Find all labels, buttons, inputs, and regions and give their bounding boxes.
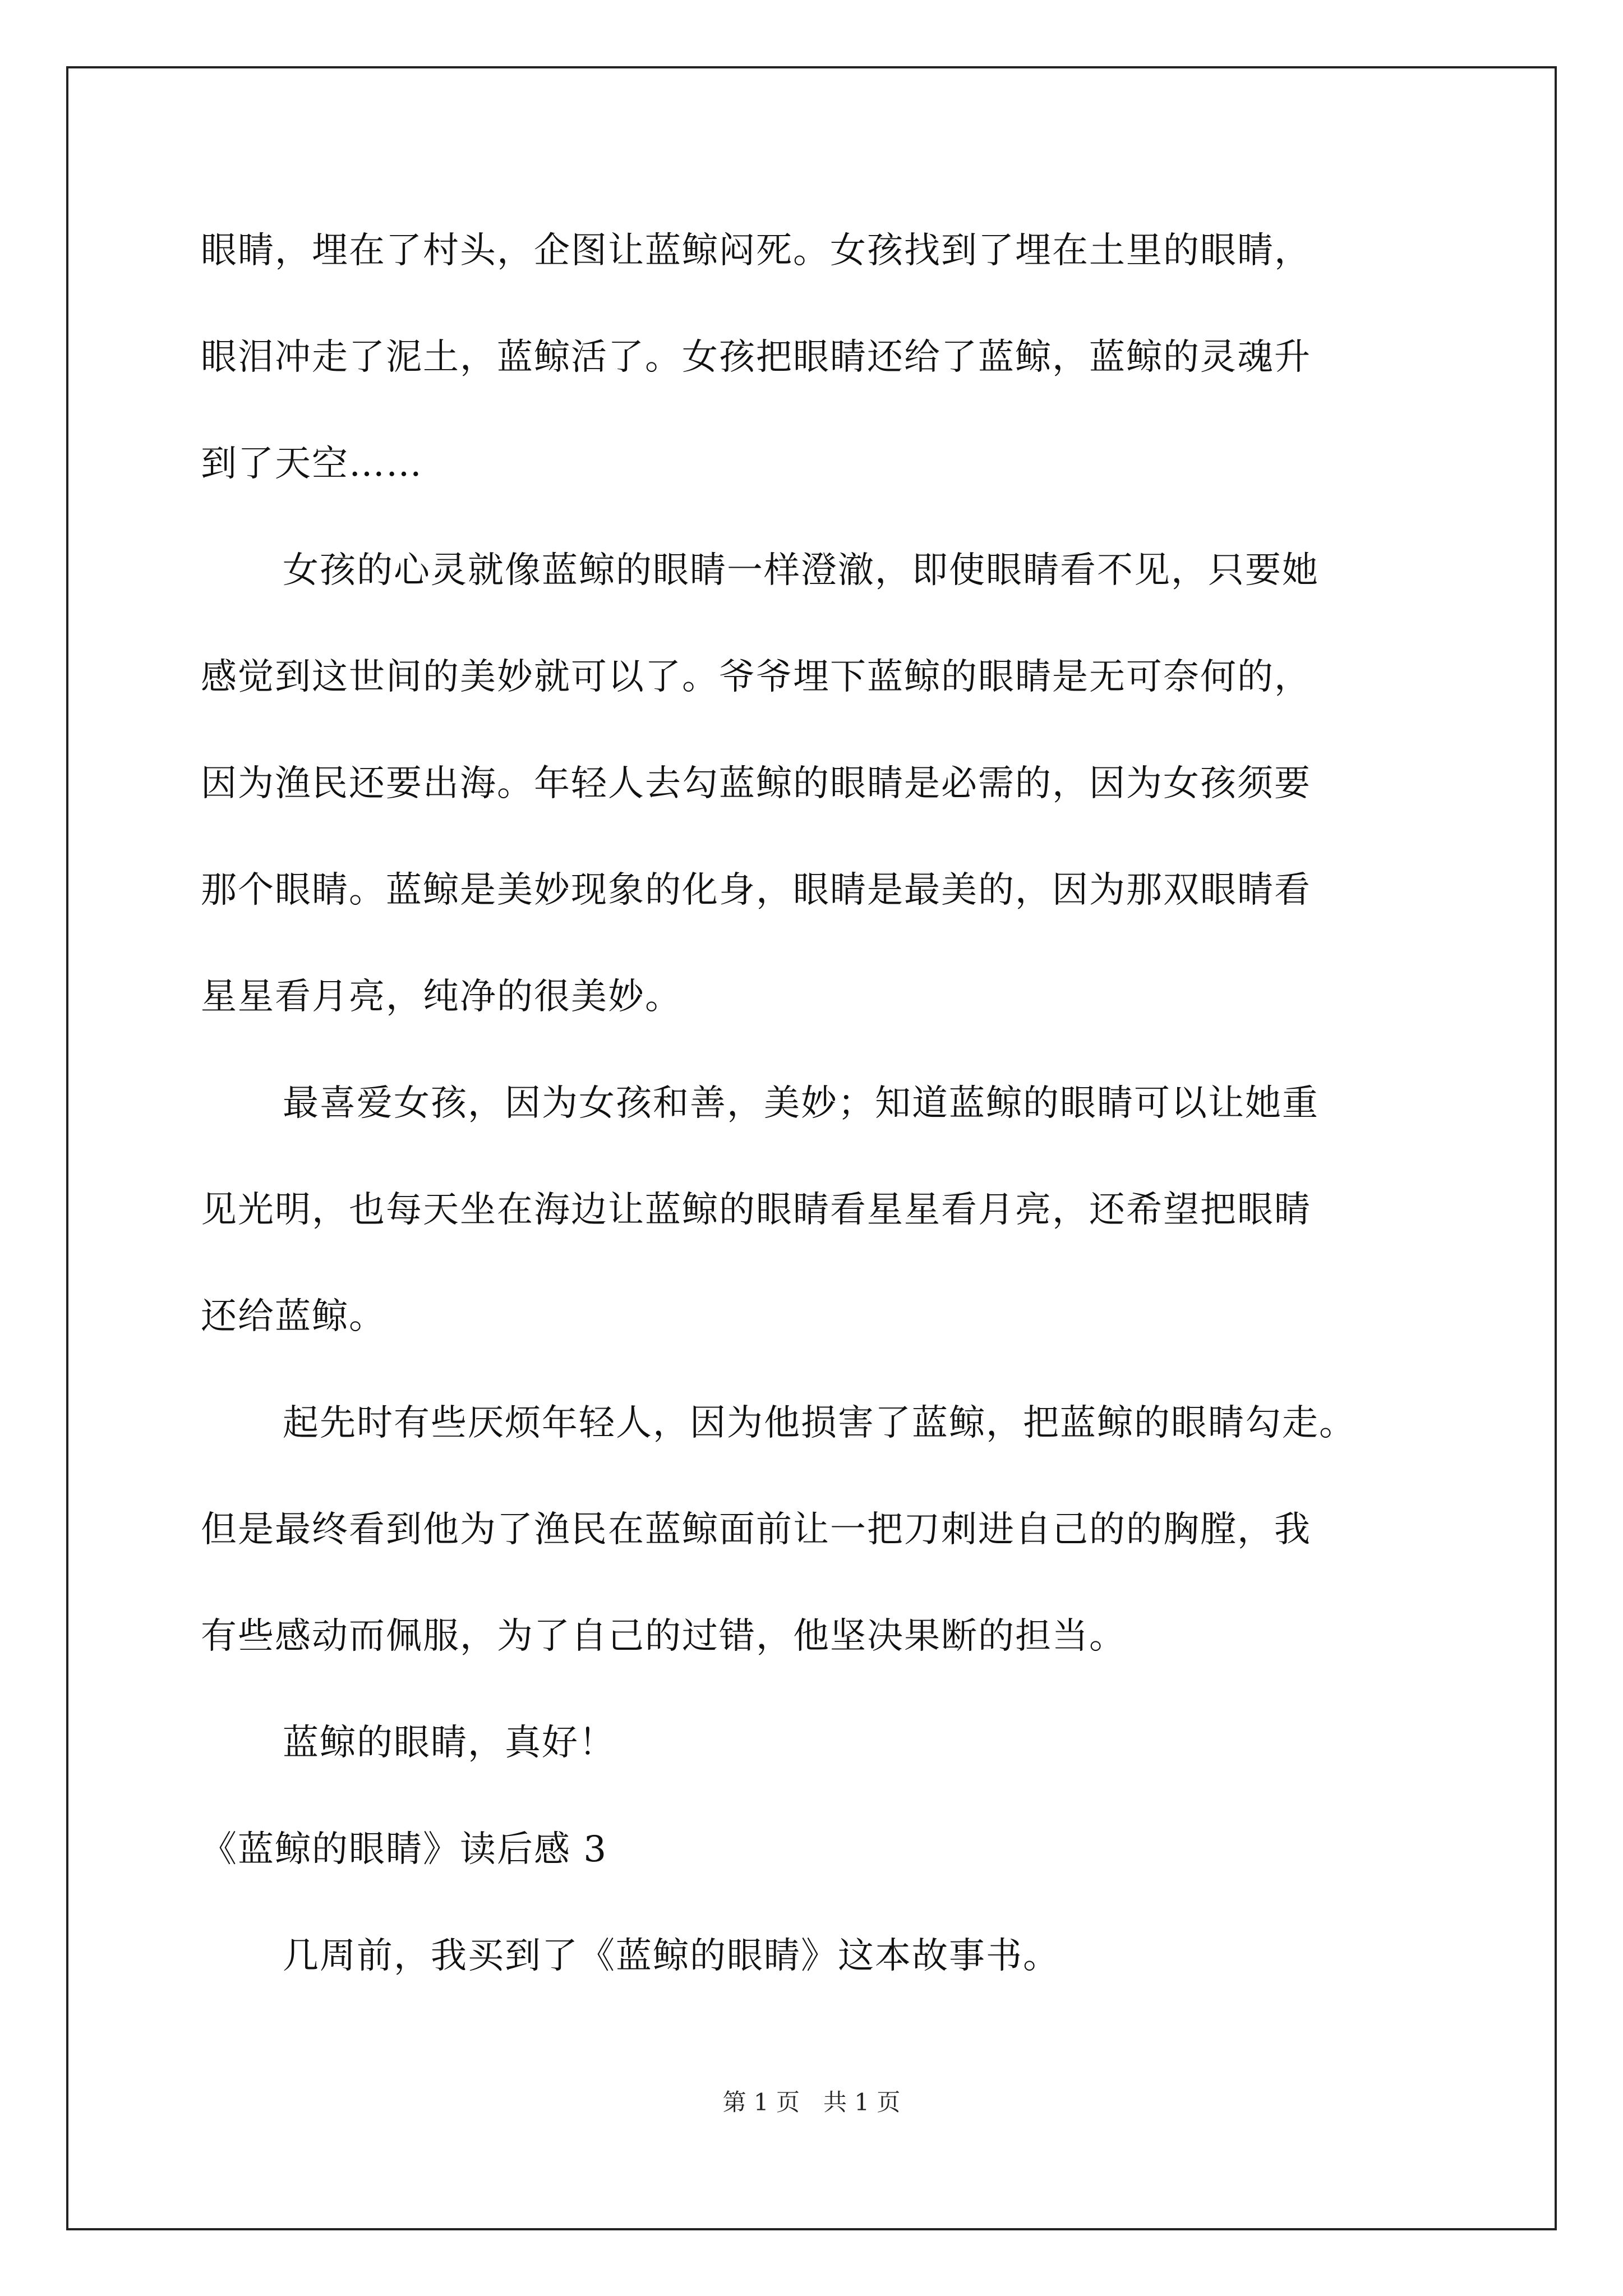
paragraph-1 [201,197,1435,517]
paragraph-3 [201,1050,1435,1370]
paragraph-2 [201,517,1435,1050]
text-line: 眼泪冲走了泥土，蓝鲸活了。女孩把眼睛还给了蓝鲸，蓝鲸的灵魂升 [201,337,1311,378]
text-line: 起先时有些厌烦年轻人，因为他损害了蓝鲸，把蓝鲸的眼睛勾走。 [283,1402,1356,1444]
text-line: 感觉到这世间的美妙就可以了。爷爷埋下蓝鲸的眼睛是无可奈何的， [201,656,1311,698]
text-line: 还给蓝鲸。 [201,1296,386,1337]
paragraph-5 [201,1690,1435,1796]
section-heading: 《蓝鲸的眼睛》读后感 3 [201,1829,608,1870]
text-line: 星星看月亮，纯净的很美妙。 [201,976,682,1018]
text-line: 眼睛，埋在了村头，企图让蓝鲸闷死。女孩找到了埋在土里的眼睛， [201,230,1311,272]
text-line: 但是最终看到他为了渔民在蓝鲸面前让一把刀刺进自己的的胸膛，我 [201,1509,1311,1550]
text-line: 最喜爱女孩，因为女孩和善，美妙；知道蓝鲸的眼睛可以让她重 [283,1083,1319,1124]
text-line: 有些感动而佩服，为了自己的过错，他坚决果断的担当。 [201,1616,1126,1657]
text-line: 女孩的心灵就像蓝鲸的眼睛一样澄澈，即使眼睛看不见，只要她 [283,550,1319,591]
paragraph-6: 几周前，我买到了《蓝鲸的眼睛》这本故事书。 [283,1935,1060,1977]
page-footer: 第 1 页 共 1 页 [722,2088,901,2116]
text-line: 到了天空…… [201,443,423,485]
text-line: 见光明，也每天坐在海边让蓝鲸的眼睛看星星看月亮，还希望把眼睛 [201,1189,1311,1231]
text-line: 因为渔民还要出海。年轻人去勾蓝鲸的眼睛是必需的，因为女孩须要 [201,763,1311,804]
text-line: 蓝鲸的眼睛，真好！ [283,1722,616,1764]
text-line: 那个眼睛。蓝鲸是美妙现象的化身，眼睛是最美的，因为那双眼睛看 [201,869,1311,911]
paragraph-4 [201,1370,1435,1690]
document-body [201,197,1435,2009]
